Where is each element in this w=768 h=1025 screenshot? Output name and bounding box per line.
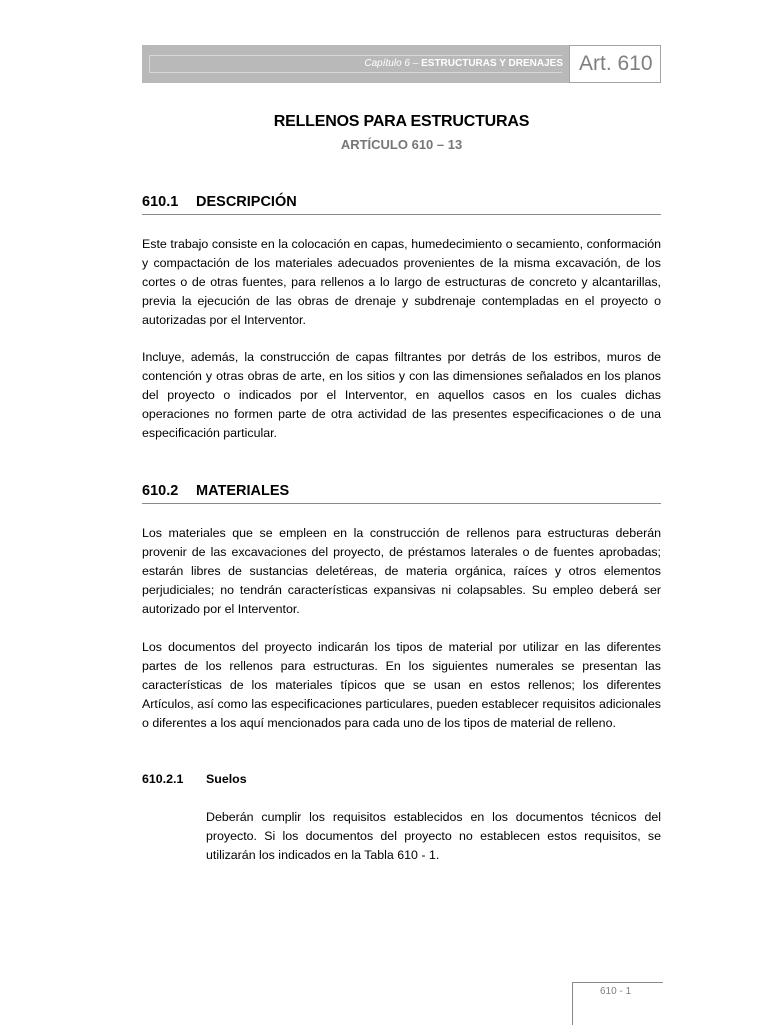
article-badge xyxy=(569,45,661,83)
section-number: 610.1 xyxy=(142,194,179,210)
page-number: 610 - 1 xyxy=(600,986,632,997)
description-paragraph-2: Incluye, además, la construcción de capas filtrantes por detrás de los estribos, muros de contención y otras obras de arte, en los sitios y con las dimensiones señalados en los planos del proyecto o indicados por el Interventor, en aquellos casos en los cuales dichas operaciones no formen parte de otra actividad de las presentes especificaciones o de una especificación particular. xyxy=(142,350,661,440)
section-number: 610.2 xyxy=(142,483,179,499)
page-header-bar xyxy=(142,45,569,83)
chapter-prefix: Capítulo 6 – xyxy=(364,58,419,69)
subsection-number: 610.2.1 xyxy=(142,772,184,786)
chapter-name: ESTRUCTURAS Y DRENAJES xyxy=(421,58,563,69)
materials-paragraph-2: Los documentos del proyecto indicarán los tipos de material por utilizar en las diferentes partes de los rellenos para estructuras. En los siguientes numerales se presentan las características de los materiales típicos que se usan en estos rellenos; los diferentes Artículos, así como las especificaciones particulares, pueden establecer requisitos adicionales o diferentes a los aquí mencionados para cada uno de los tipos de material de relleno. xyxy=(142,640,661,730)
section-title: MATERIALES xyxy=(196,483,290,499)
section-heading-description xyxy=(142,194,661,215)
section-title: DESCRIPCIÓN xyxy=(196,194,297,210)
subsection-title: Suelos xyxy=(206,772,247,786)
chapter-title xyxy=(364,58,563,69)
document-title: RELLENOS PARA ESTRUCTURAS xyxy=(273,113,530,130)
document-subtitle: ARTÍCULO 610 – 13 xyxy=(340,137,463,152)
article-badge-label: Art. 610 xyxy=(579,52,653,75)
page-footer xyxy=(572,982,663,1025)
materials-paragraph-1: Los materiales que se empleen en la construcción de rellenos para estructuras deberán provenir de las excavaciones del proyecto, de préstamos laterales o de fuentes aprobadas; estarán libres de sustancias deletéreas, de materia orgánica, raíces y otros elementos perjudiciales; no tendrán características expansivas ni colapsables. Su empleo deberá ser autorizado por el Interventor. xyxy=(142,526,661,616)
description-paragraph-1: Este trabajo consiste en la colocación en capas, humedecimiento o secamiento, conformación y compactación de los materiales adecuados provenientes de la misma excavación, de los cortes o de otras fuentes, para rellenos a lo largo de estructuras de concreto y alcantarillas, previa la ejecución de las obras de drenaje y subdrenaje contempladas en el proyecto o autorizadas por el Interventor. xyxy=(142,237,661,327)
subsection-heading-soils xyxy=(142,772,247,786)
soils-paragraph: Deberán cumplir los requisitos establecidos en los documentos técnicos del proyecto. Si los documentos del proyecto no establecen estos requisitos, se utilizarán los indicados en la Tabla 610 - 1. xyxy=(206,810,661,862)
section-heading-materials xyxy=(142,483,661,504)
